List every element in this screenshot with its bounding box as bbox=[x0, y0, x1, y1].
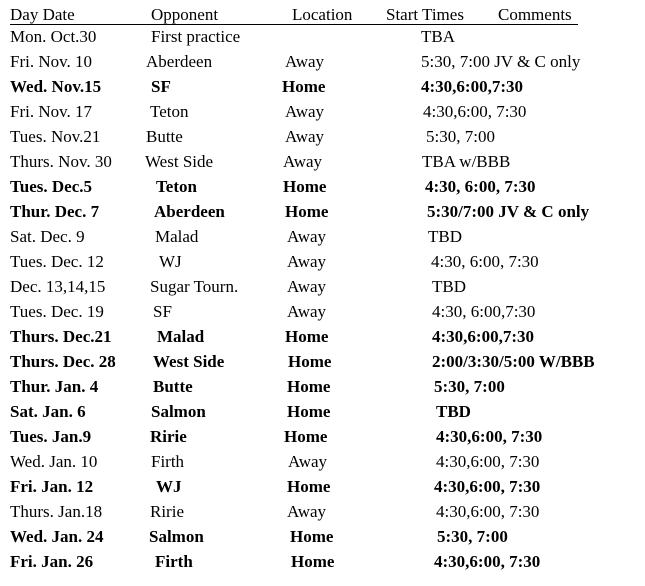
row-date: Dec. 13,14,15 bbox=[10, 277, 106, 296]
header-comments: Comments bbox=[498, 5, 572, 24]
row-start-times: 5:30, 7:00 bbox=[437, 527, 508, 546]
row-location: Away bbox=[287, 302, 327, 321]
row-date: Fri. Jan. 26 bbox=[10, 552, 94, 571]
row-date: Wed. Nov.15 bbox=[10, 77, 102, 96]
row-opponent: First practice bbox=[151, 27, 241, 46]
table-row bbox=[0, 326, 645, 351]
row-date: Tues. Dec. 19 bbox=[10, 302, 104, 321]
table-row bbox=[0, 551, 645, 576]
table-row bbox=[0, 151, 645, 176]
row-start-times: TBA w/BBB bbox=[422, 152, 511, 171]
row-location: Home bbox=[288, 352, 332, 371]
row-opponent: SF bbox=[151, 77, 171, 96]
row-location: Away bbox=[285, 52, 325, 71]
table-row bbox=[0, 426, 645, 451]
row-opponent: Butte bbox=[146, 127, 183, 146]
row-opponent: Butte bbox=[153, 377, 193, 396]
row-location: Away bbox=[285, 127, 325, 146]
row-start-times: 5:30, 7:00 JV & C only bbox=[421, 52, 581, 71]
table-row bbox=[0, 201, 645, 226]
row-start-times: 4:30,6:00,7:30 bbox=[421, 77, 523, 96]
row-start-times: TBD bbox=[432, 277, 466, 296]
row-location: Home bbox=[287, 477, 331, 496]
row-opponent: Firth bbox=[155, 552, 193, 571]
row-date: Thur. Jan. 4 bbox=[10, 377, 99, 396]
row-opponent: SF bbox=[153, 302, 172, 321]
row-start-times: TBD bbox=[428, 227, 462, 246]
table-row bbox=[0, 476, 645, 501]
row-opponent: WJ bbox=[159, 252, 182, 271]
row-opponent: Teton bbox=[156, 177, 197, 196]
row-opponent: Aberdeen bbox=[146, 52, 213, 71]
row-opponent: West Side bbox=[145, 152, 214, 171]
row-date: Thurs. Dec.21 bbox=[10, 327, 112, 346]
row-start-times: 4:30,6:00, 7:30 bbox=[434, 552, 541, 571]
row-date: Mon. Oct.30 bbox=[10, 27, 97, 46]
header-day-date: Day Date bbox=[10, 5, 75, 24]
row-location: Home bbox=[282, 77, 326, 96]
row-start-times: 4:30,6:00, 7:30 bbox=[423, 102, 527, 121]
row-start-times: 5:30, 7:00 bbox=[434, 377, 505, 396]
row-opponent: Ririe bbox=[150, 427, 187, 446]
table-row bbox=[0, 126, 645, 151]
row-location: Away bbox=[287, 252, 327, 271]
row-opponent: Aberdeen bbox=[154, 202, 225, 221]
table-row bbox=[0, 276, 645, 301]
row-date: Tues. Jan.9 bbox=[10, 427, 92, 446]
row-date: Tues. Dec.5 bbox=[10, 177, 93, 196]
row-date: Fri. Nov. 10 bbox=[10, 52, 93, 71]
table-row bbox=[0, 501, 645, 526]
table-row bbox=[0, 351, 645, 376]
table-row bbox=[0, 76, 645, 101]
row-location: Away bbox=[287, 227, 327, 246]
table-row bbox=[0, 51, 645, 76]
row-opponent: Malad bbox=[157, 327, 205, 346]
row-location: Away bbox=[283, 152, 323, 171]
row-date: Fri. Jan. 12 bbox=[10, 477, 94, 496]
row-start-times: 4:30,6:00, 7:30 bbox=[436, 502, 540, 521]
row-start-times: 4:30,6:00, 7:30 bbox=[434, 477, 541, 496]
row-start-times: 4:30,6:00, 7:30 bbox=[436, 452, 540, 471]
row-start-times: 4:30,6:00, 7:30 bbox=[436, 427, 543, 446]
row-date: Fri. Nov. 17 bbox=[10, 102, 93, 121]
header-start-times: Start Times bbox=[386, 5, 464, 24]
table-row bbox=[0, 376, 645, 401]
table-row bbox=[0, 26, 645, 51]
row-date: Wed. Jan. 10 bbox=[10, 452, 98, 471]
header-location: Location bbox=[292, 5, 353, 24]
table-row bbox=[0, 176, 645, 201]
row-date: Thur. Dec. 7 bbox=[10, 202, 100, 221]
header-opponent: Opponent bbox=[151, 5, 219, 24]
row-opponent: Salmon bbox=[151, 402, 206, 421]
table-row bbox=[0, 226, 645, 251]
row-start-times: 4:30, 6:00, 7:30 bbox=[425, 177, 536, 196]
header-underline bbox=[10, 24, 578, 25]
row-location: Away bbox=[287, 502, 327, 521]
row-opponent: Sugar Tourn. bbox=[150, 277, 239, 296]
row-start-times: TBD bbox=[436, 402, 471, 421]
row-location: Home bbox=[285, 327, 329, 346]
row-opponent: Ririe bbox=[150, 502, 184, 521]
table-header bbox=[0, 4, 645, 26]
row-start-times: 5:30/7:00 JV & C only bbox=[427, 202, 590, 221]
table-row bbox=[0, 401, 645, 426]
row-location: Home bbox=[287, 377, 331, 396]
row-location: Home bbox=[290, 527, 334, 546]
row-location: Home bbox=[283, 177, 327, 196]
row-opponent: Teton bbox=[150, 102, 189, 121]
row-start-times: 4:30,6:00,7:30 bbox=[432, 327, 534, 346]
row-date: Tues. Dec. 12 bbox=[10, 252, 104, 271]
row-location: Home bbox=[287, 402, 331, 421]
table-row bbox=[0, 101, 645, 126]
table-row bbox=[0, 251, 645, 276]
row-date: Tues. Nov.21 bbox=[10, 127, 101, 146]
table-row bbox=[0, 301, 645, 326]
row-start-times: 4:30, 6:00, 7:30 bbox=[431, 252, 539, 271]
row-start-times: 4:30, 6:00,7:30 bbox=[432, 302, 536, 321]
table-row bbox=[0, 451, 645, 476]
row-opponent: West Side bbox=[153, 352, 225, 371]
row-date: Wed. Jan. 24 bbox=[10, 527, 104, 546]
table-row bbox=[0, 526, 645, 551]
row-date: Thurs. Nov. 30 bbox=[10, 152, 112, 171]
row-location: Away bbox=[287, 277, 327, 296]
row-location: Home bbox=[284, 427, 328, 446]
row-date: Sat. Jan. 6 bbox=[10, 402, 86, 421]
row-date: Thurs. Dec. 28 bbox=[10, 352, 116, 371]
row-opponent: Firth bbox=[151, 452, 185, 471]
row-location: Home bbox=[291, 552, 335, 571]
row-opponent: Salmon bbox=[149, 527, 204, 546]
row-location: Away bbox=[288, 452, 328, 471]
row-date: Sat. Dec. 9 bbox=[10, 227, 85, 246]
row-location: Away bbox=[285, 102, 325, 121]
row-date: Thurs. Jan.18 bbox=[10, 502, 103, 521]
row-start-times: 2:00/3:30/5:00 W/BBB bbox=[432, 352, 595, 371]
row-opponent: Malad bbox=[155, 227, 199, 246]
row-location: Home bbox=[285, 202, 329, 221]
row-start-times: TBA bbox=[421, 27, 455, 46]
row-start-times: 5:30, 7:00 bbox=[426, 127, 495, 146]
row-opponent: WJ bbox=[156, 477, 182, 496]
